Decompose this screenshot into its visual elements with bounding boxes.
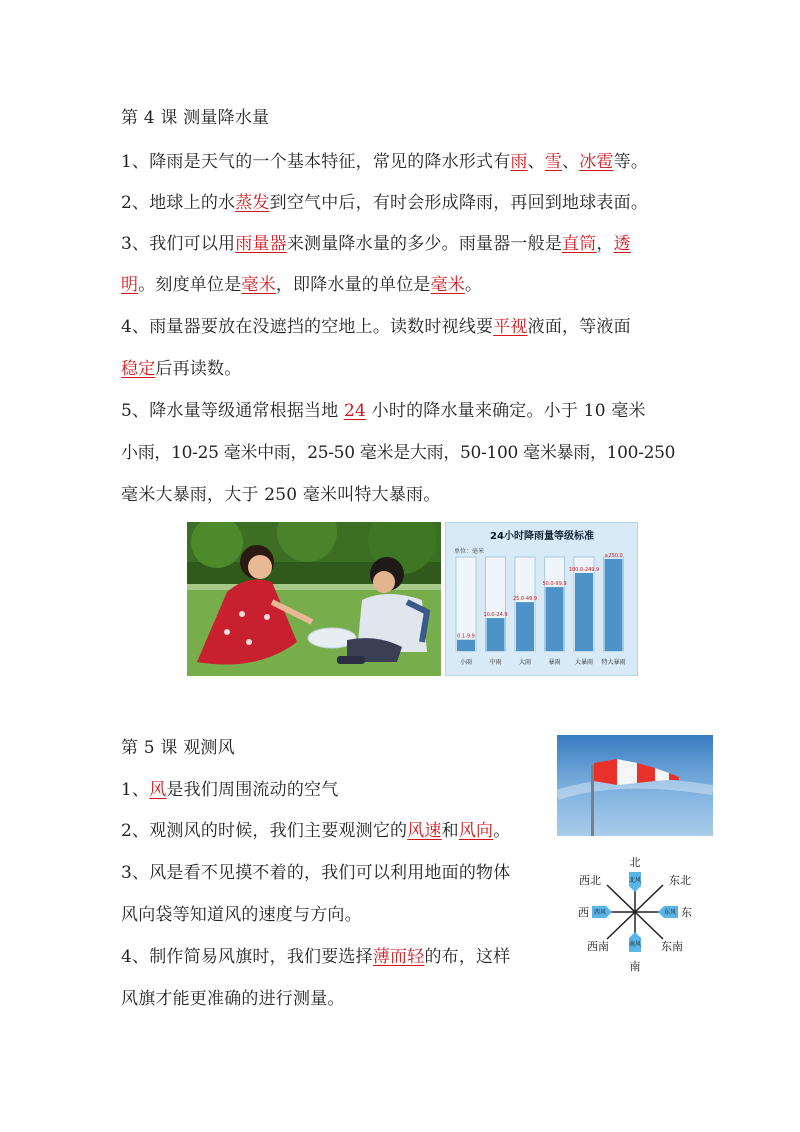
chart-marks: [456, 553, 626, 666]
answer-rain: 雨: [510, 152, 528, 172]
range-label-0: 0.1-9.9: [457, 633, 475, 640]
text: 到空气中后，有时会形成降雨，再回到地球表面。: [269, 193, 649, 213]
answer-level-view: 平视: [493, 317, 528, 337]
text: 后再读数。: [155, 359, 242, 379]
label-north: 北: [629, 856, 641, 869]
category-label-3: 暴雨: [548, 659, 561, 666]
rainfall-chart-svg: [446, 523, 637, 675]
answer-evaporate: 蒸发: [235, 193, 270, 213]
lesson4-point-5-line2: 小雨，10-25 毫米中雨，25-50 毫米是大雨，50-100 毫米暴雨，100-250: [121, 443, 676, 463]
text: 、: [527, 152, 545, 172]
answer-mm-2: 毫米: [430, 275, 466, 295]
text: 。: [465, 275, 483, 295]
label-east: 东: [681, 906, 692, 919]
lesson5-point-1: [121, 780, 338, 800]
category-label-0: 小雨: [459, 659, 473, 666]
text: 1、: [121, 780, 150, 800]
answer-mm-1: 毫米: [241, 275, 276, 295]
wind-direction-compass: [557, 850, 713, 975]
chart-unit-label: 单位：毫米: [454, 548, 485, 555]
text: 2、观测风的时候，我们主要观测它的: [121, 821, 408, 841]
range-label-1: 10.0-24.9: [483, 612, 508, 619]
text: 1、降雨是天气的一个基本特征，常见的降水形式有: [121, 152, 511, 172]
lesson4-point-2: [121, 193, 648, 213]
answer-snow: 雪: [544, 152, 563, 172]
text: ，即降水量的单位是: [275, 275, 431, 295]
lesson5-point-4: [121, 947, 510, 967]
text: 和: [441, 821, 459, 841]
answer-rain-gauge: 雨量器: [235, 234, 287, 254]
answer-thin-light: 薄而轻: [372, 947, 425, 967]
answer-wind-speed: 风速: [407, 821, 442, 841]
label-southwest: 西南: [587, 940, 609, 953]
label-north-wind: 北风: [628, 877, 642, 884]
text: 是我们周围流动的空气: [166, 780, 339, 800]
category-label-4: 大暴雨: [574, 659, 594, 666]
range-label-2: 25.0-49.9: [512, 596, 538, 603]
lesson4-point-4: [121, 317, 631, 337]
lesson4-point-5: [121, 401, 646, 421]
compass-svg: [557, 850, 713, 975]
answer-24: 24: [344, 401, 367, 421]
range-label-4: 100.0-249.9: [568, 566, 600, 573]
text: 等。: [613, 152, 649, 172]
chart-title: 24小时降雨量等级标准: [490, 531, 594, 542]
answer-hail: 冰雹: [579, 152, 614, 172]
lesson4-point-3-cont: [121, 275, 482, 295]
lesson4-title: 第 4 课 测量降水量: [121, 108, 270, 128]
label-west-wind: 西风: [593, 909, 607, 916]
text: 5、降水量等级通常根据当地: [121, 401, 345, 421]
water-bar-5: [605, 559, 623, 651]
text: 小时的降水量来确定。小于 10 毫米: [366, 401, 646, 421]
answer-wind-direction: 风向: [458, 821, 494, 841]
text: 3、我们可以用: [121, 234, 236, 254]
lesson4-point-3: [121, 234, 631, 254]
water-bar-4: [575, 573, 593, 651]
answer-stable: 稳定: [121, 359, 156, 379]
text: 液面，等液面: [527, 317, 631, 337]
label-south: 南: [629, 960, 641, 973]
lesson4-point-5-line3: 毫米大暴雨，大于 250 毫米叫特大暴雨。: [121, 485, 441, 505]
rainfall-level-chart: [445, 522, 638, 676]
water-bar-0: [457, 640, 475, 651]
lesson5-point-3: 3、风是看不见摸不着的，我们可以利用地面的物体: [121, 863, 511, 883]
label-northwest: 西北: [579, 874, 601, 887]
windsock-illustration: [557, 735, 713, 836]
label-east-wind: 东风: [663, 909, 677, 916]
lesson5-point-3-cont: 风向袋等知道风的速度与方向。: [121, 905, 362, 925]
windsock-photo: [557, 735, 713, 836]
category-label-5: 特大暴雨: [601, 659, 626, 666]
water-bar-1: [487, 618, 505, 651]
text: 。: [493, 821, 511, 841]
text: 的布，这样: [424, 947, 511, 967]
text: 。刻度单位是: [138, 275, 242, 295]
text: 4、雨量器要放在没遮挡的空地上。读数时视线要: [121, 317, 494, 337]
text: 4、制作简易风旗时，我们要选择: [121, 947, 373, 967]
answer-straight-tube: 直筒: [562, 234, 597, 254]
answer-transparent-a: 透: [613, 234, 631, 254]
lesson5-point-2: [121, 821, 510, 841]
lesson4-point-4-cont: [121, 359, 241, 379]
answer-wind: 风: [149, 780, 167, 800]
water-bar-3: [546, 587, 564, 651]
lesson5-point-4-cont: 风旗才能更准确的进行测量。: [121, 989, 345, 1009]
label-west: 西: [578, 906, 589, 919]
photo-illustration: [187, 522, 441, 676]
text: ，: [596, 234, 614, 254]
label-south-wind: 南风: [628, 941, 642, 948]
category-label-1: 中雨: [489, 659, 502, 666]
label-northeast: 东北: [669, 874, 691, 887]
text: 2、地球上的水: [121, 193, 236, 213]
children-measuring-photo: [187, 522, 441, 676]
answer-transparent-b: 明: [121, 275, 139, 295]
range-label-5: ≥250.0: [604, 552, 623, 559]
text: 来测量降水量的多少。雨量器一般是: [286, 234, 563, 254]
lesson4-point-1: [121, 152, 648, 172]
lesson5-title: 第 5 课 观测风: [121, 738, 235, 758]
category-label-2: 大雨: [518, 659, 532, 666]
text: 、: [562, 152, 580, 172]
label-southeast: 东南: [661, 940, 683, 953]
range-label-3: 50.0-99.9: [542, 581, 567, 588]
water-bar-2: [516, 602, 534, 651]
